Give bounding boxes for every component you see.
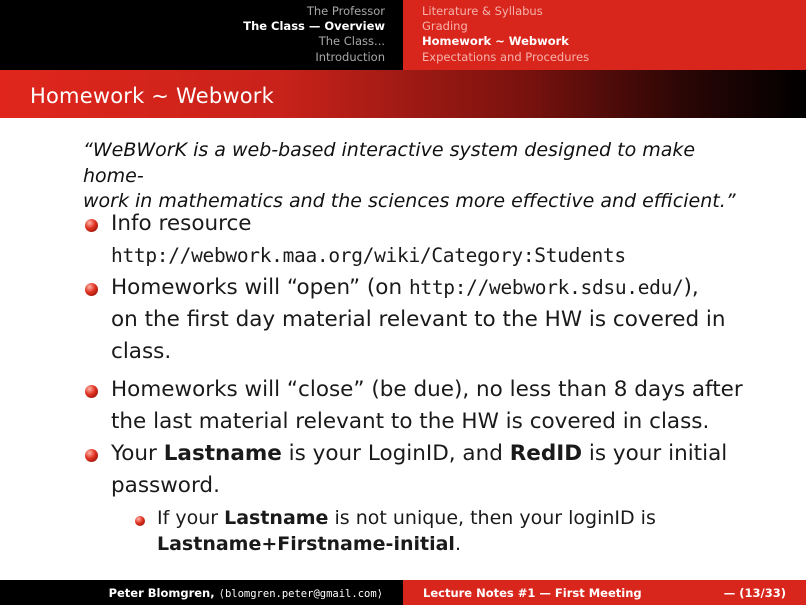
info-resource-url[interactable]: http://webwork.maa.org/wiki/Category:Students [111, 244, 626, 267]
sub-bullet-text: is not unique, then your loginID is [328, 507, 656, 529]
author-name: Peter Blomgren, [108, 586, 219, 600]
nav-item-homework[interactable]: Homework ∼ Webwork [422, 34, 569, 49]
footer-author [109, 586, 383, 600]
nav-sections [0, 0, 403, 70]
bullet-homework-close [85, 374, 745, 438]
sub-bullet-text: . [454, 532, 461, 555]
webwork-quote [83, 138, 743, 215]
bullet-login [85, 438, 745, 502]
bullet-text: is your initial [582, 441, 728, 466]
footer-bar [0, 580, 806, 605]
bullet-text: Homeworks will “close” (be due), no less than 8 days after [111, 377, 743, 402]
top-navigation [0, 0, 806, 70]
bullet-text: class. [111, 339, 172, 364]
slide-content [0, 118, 806, 578]
bullet-text: Info resource [111, 211, 252, 236]
bullet-text: ), [683, 275, 699, 300]
nav-item-grading[interactable]: Grading [422, 19, 468, 34]
nav-item-literature[interactable]: Literature & Syllabus [422, 4, 543, 18]
sub-bullet-ball-icon [135, 516, 145, 526]
bullet-info-resource [85, 208, 745, 272]
nav-item-class[interactable]: The Class... [318, 34, 385, 49]
sub-bullet-text: If your [157, 507, 225, 529]
nav-item-expectations[interactable]: Expectations and Procedures [422, 49, 590, 64]
lastname-term: Lastname [163, 441, 282, 466]
nav-item-introduction[interactable]: Introduction [315, 49, 385, 64]
redid-term: RedID [509, 441, 583, 466]
nav-item-professor[interactable]: The Professor [306, 4, 385, 18]
bullet-text: Your [111, 441, 164, 466]
footer-right [403, 580, 806, 605]
author-email: ⟨blomgren.peter@gmail.com⟩ [218, 588, 383, 600]
quote-line-1: “WeBWorK is a web-based interactive system designed to make home- [83, 139, 696, 187]
login-format: Lastname+Firstname-initial [157, 532, 455, 555]
sub-bullet-lastname [135, 506, 745, 557]
quote-line-2: work in mathematics and the sciences more effective and efficient.” [83, 190, 736, 212]
bullet-ball-icon [85, 219, 98, 232]
nav-item-class-overview[interactable]: The Class — Overview [243, 19, 385, 34]
bullet-ball-icon [85, 385, 98, 398]
webwork-url[interactable]: http://webwork.sdsu.edu/ [408, 276, 684, 299]
frame-title-bar [0, 70, 806, 118]
footer-left [0, 580, 403, 605]
nav-subsections [403, 0, 806, 70]
frame-title: Homework ∼ Webwork [30, 84, 274, 108]
bullet-text: the last material relevant to the HW is covered in class. [111, 409, 710, 434]
bullet-text: on the first day material relevant to the HW is covered in [111, 307, 726, 332]
bullet-list [85, 208, 745, 557]
footer-page-number: — (13/33) [723, 586, 786, 600]
footer-lecture-title: Lecture Notes #1 — First Meeting [423, 586, 642, 600]
bullet-text: is your LoginID, and [281, 441, 510, 466]
bullet-text: password. [111, 473, 220, 498]
bullet-homework-open [85, 272, 745, 368]
bullet-ball-icon [85, 283, 98, 296]
bullet-text: Homeworks will “open” (on [111, 275, 409, 300]
bullet-ball-icon [85, 449, 98, 462]
lastname-term: Lastname [224, 507, 329, 529]
